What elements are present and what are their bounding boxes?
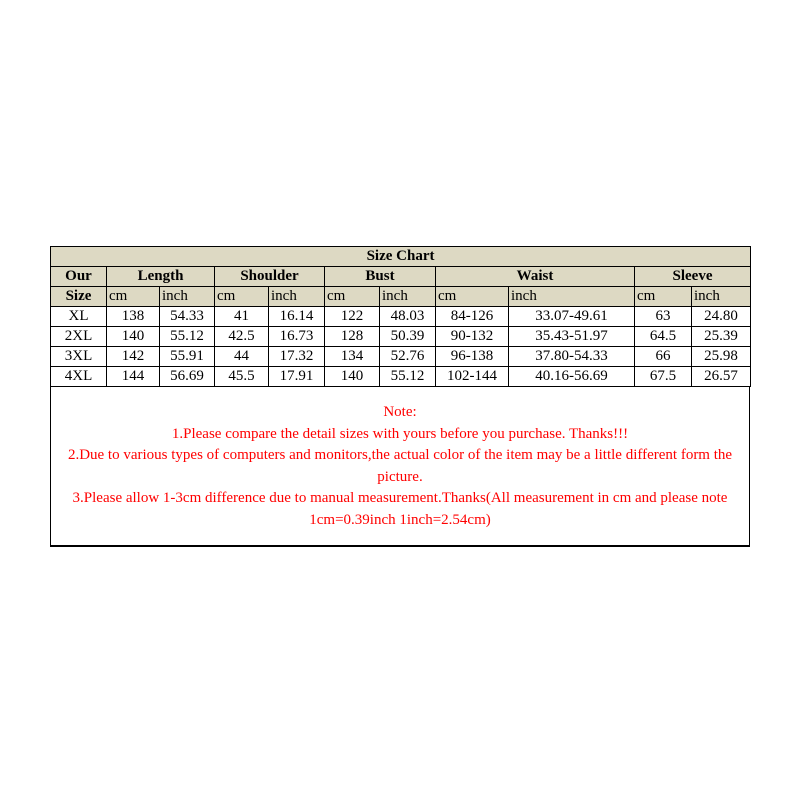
group-header-row	[51, 267, 751, 287]
table-cell: 35.43-51.97	[509, 327, 635, 347]
table-cell: 55.12	[380, 367, 436, 387]
table-row	[51, 367, 751, 387]
table-cell: 55.91	[160, 347, 215, 367]
size-header-bottom: Size	[51, 287, 107, 307]
unit-header: inch	[269, 287, 325, 307]
table-cell: 52.76	[380, 347, 436, 367]
table-cell: 37.80-54.33	[509, 347, 635, 367]
waist-header: Waist	[436, 267, 635, 287]
unit-header: inch	[692, 287, 751, 307]
table-cell: 142	[107, 347, 160, 367]
unit-header: inch	[380, 287, 436, 307]
unit-header: cm	[215, 287, 269, 307]
unit-header: cm	[325, 287, 380, 307]
table-cell: 55.12	[160, 327, 215, 347]
note-line: 1.Please compare the detail sizes with yours before you purchase. Thanks!!!	[171, 425, 629, 442]
table-row	[51, 327, 751, 347]
size-label: 2XL	[51, 327, 107, 347]
table-cell: 33.07-49.61	[509, 307, 635, 327]
chart-title: Size Chart	[51, 247, 751, 267]
table-cell: 44	[215, 347, 269, 367]
table-cell: 90-132	[436, 327, 509, 347]
bust-header: Bust	[325, 267, 436, 287]
shoulder-header: Shoulder	[215, 267, 325, 287]
table-row	[51, 347, 751, 367]
table-cell: 140	[107, 327, 160, 347]
size-label: XL	[51, 307, 107, 327]
table-cell: 64.5	[635, 327, 692, 347]
size-table	[50, 246, 751, 387]
unit-header-row	[51, 287, 751, 307]
table-cell: 50.39	[380, 327, 436, 347]
table-cell: 140	[325, 367, 380, 387]
note-box	[50, 387, 750, 547]
table-cell: 41	[215, 307, 269, 327]
table-cell: 67.5	[635, 367, 692, 387]
table-cell: 48.03	[380, 307, 436, 327]
table-cell: 144	[107, 367, 160, 387]
table-cell: 102-144	[436, 367, 509, 387]
size-chart	[50, 246, 750, 547]
table-cell: 24.80	[692, 307, 751, 327]
table-cell: 17.91	[269, 367, 325, 387]
note-heading: Note:	[383, 404, 417, 420]
note-line: 3.Please allow 1-3cm difference due to manual measurement.Thanks(All measurement in cm and please note 1cm=0.39inch 1inch=2.54cm)	[72, 490, 728, 528]
table-cell: 56.69	[160, 367, 215, 387]
size-header-top: Our	[51, 267, 107, 287]
table-cell: 54.33	[160, 307, 215, 327]
table-cell: 84-126	[436, 307, 509, 327]
unit-header: cm	[436, 287, 509, 307]
table-cell: 17.32	[269, 347, 325, 367]
table-row	[51, 307, 751, 327]
table-cell: 138	[107, 307, 160, 327]
table-cell: 16.73	[269, 327, 325, 347]
table-cell: 25.98	[692, 347, 751, 367]
table-cell: 96-138	[436, 347, 509, 367]
unit-header: inch	[160, 287, 215, 307]
table-cell: 16.14	[269, 307, 325, 327]
table-cell: 134	[325, 347, 380, 367]
note-line: 2.Due to various types of computers and monitors,the actual color of the item may be a little different form the picture.	[67, 447, 733, 485]
title-row	[51, 247, 751, 267]
unit-header: cm	[635, 287, 692, 307]
table-cell: 26.57	[692, 367, 751, 387]
length-header: Length	[107, 267, 215, 287]
unit-header: inch	[509, 287, 635, 307]
table-cell: 45.5	[215, 367, 269, 387]
table-cell: 122	[325, 307, 380, 327]
unit-header: cm	[107, 287, 160, 307]
table-cell: 42.5	[215, 327, 269, 347]
table-cell: 128	[325, 327, 380, 347]
table-cell: 66	[635, 347, 692, 367]
size-label: 4XL	[51, 367, 107, 387]
size-label: 3XL	[51, 347, 107, 367]
table-cell: 63	[635, 307, 692, 327]
table-cell: 40.16-56.69	[509, 367, 635, 387]
sleeve-header: Sleeve	[635, 267, 751, 287]
table-cell: 25.39	[692, 327, 751, 347]
